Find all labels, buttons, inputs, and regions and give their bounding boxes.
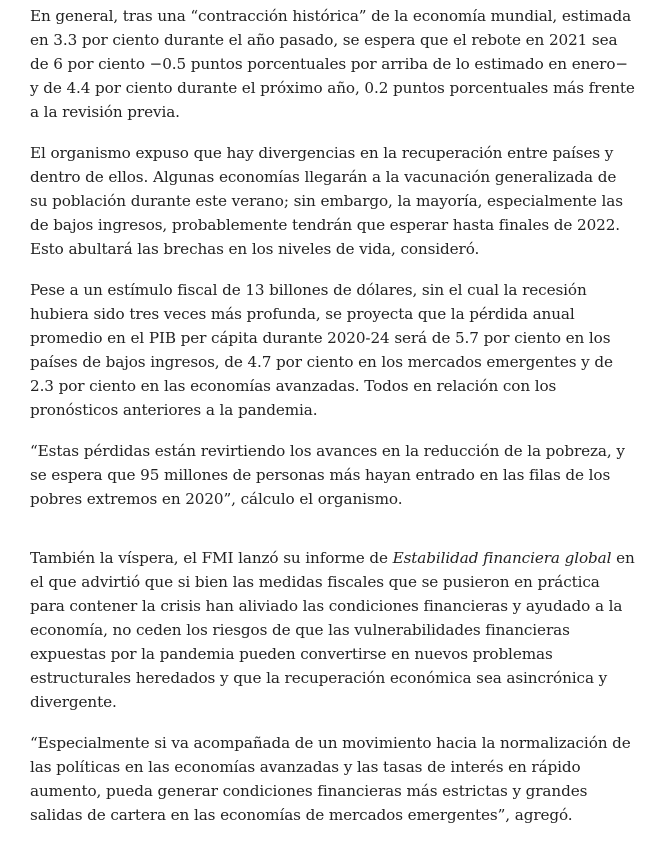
report-text-before: También la víspera, el FMI lanzó su informe de [30, 549, 393, 567]
report-title: Estabilidad financiera global [392, 549, 612, 567]
paragraph-financial-stability-report [30, 546, 636, 714]
report-text-after: en el que advirtió que si bien las medidas fiscales que se pusieron en práctica para contener la crisis han aliviado las condiciones financieras y ayudado a la economía, no ceden los riesgos de que las vulnerabilidades financieras expuestas por la pandemia pueden convertirse en nuevos problemas estructurales heredados y que la recuperación económica sea asincrónica y divergente. [30, 549, 635, 711]
paragraph-monetary-normalization-quote: “Especialmente si va acompañada de un movimiento hacia la normalización de las políticas en las economías avanzadas y las tasas de interés en rápido aumento, pueda generar condiciones financieras más estrictas y grandes salidas de cartera en las economías de mercados emergentes”, agregó. [30, 734, 631, 824]
paragraph-recovery-divergence: El organismo expuso que hay divergencias en la recuperación entre países y dentro de ellos. Algunas economías llegarán a la vacunación generalizada de su población durante este verano; sin embargo, la mayoría, especialmente las de bajos ingresos, probablemente tendrán que esperar hasta finales de 2022. Esto abultará las brechas en los niveles de vida, consideró. [30, 144, 623, 258]
paragraph-poverty-quote: “Estas pérdidas están revirtiendo los avances en la reducción de la pobreza, y se espera que 95 millones de personas más hayan entrado en las filas de los pobres extremos en 2020”, cálculo el organismo. [30, 442, 625, 508]
paragraph-fiscal-stimulus: Pese a un estímulo fiscal de 13 billones de dólares, sin el cual la recesión hubiera sido tres veces más profunda, se proyecta que la pérdida anual promedio en el PIB per cápita durante 2020-24 será de 5.7 por ciento en los países de bajos ingresos, de 4.7 por ciento en los mercados emergentes y de 2.3 por ciento en las economías avanzadas. Todos en relación con los pronósticos anteriores a la pandemia. [30, 281, 613, 419]
paragraph-global-outlook: En general, tras una “contracción histórica” de la economía mundial, estimada en 3.3 por ciento durante el año pasado, se espera que el rebote en 2021 sea de 6 por ciento −0.5 puntos porcentuales por arriba de lo estimado en enero− y de 4.4 por ciento durante el próximo año, 0.2 puntos porcentuales más frente a la revisión previa. [30, 7, 635, 121]
article-body [30, 4, 636, 844]
